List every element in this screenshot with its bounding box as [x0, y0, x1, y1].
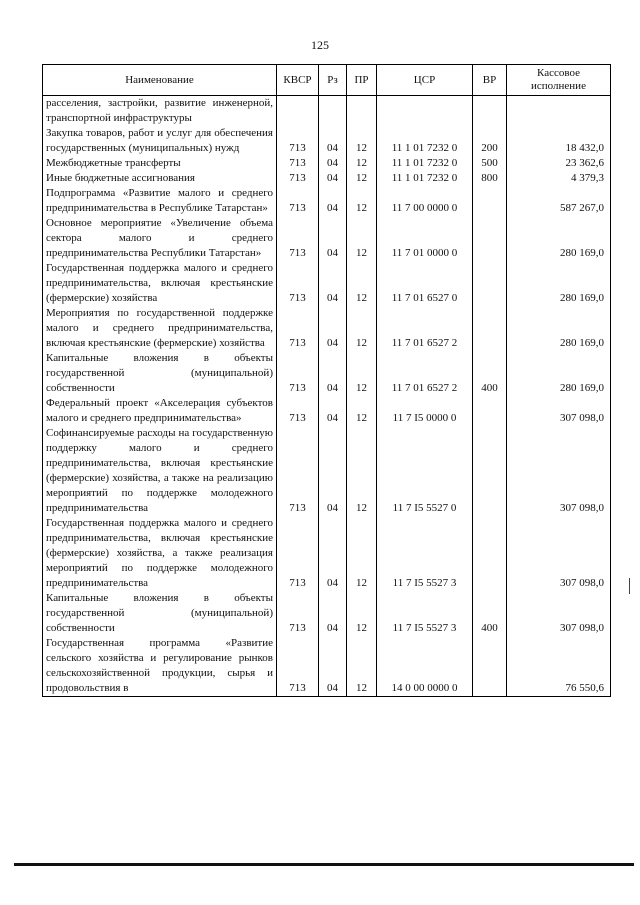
cell-pr: 12	[347, 591, 377, 636]
cell-name: Капитальные вложения в объекты государственной (муниципальной) собственности	[43, 591, 277, 636]
cell-csr: 14 0 00 0000 0	[377, 636, 473, 697]
cell-csr: 11 7 I5 5527 3	[377, 516, 473, 591]
table-row	[43, 636, 611, 697]
cell-pr: 12	[347, 636, 377, 697]
cell-rz: 04	[319, 126, 347, 156]
cell-vr	[473, 306, 507, 351]
table-row	[43, 186, 611, 216]
cell-rz: 04	[319, 396, 347, 426]
cell-kvsr: 713	[277, 516, 319, 591]
cell-kvsr: 713	[277, 351, 319, 396]
cell-rz	[319, 96, 347, 127]
cell-pr: 12	[347, 261, 377, 306]
table-row	[43, 156, 611, 171]
cell-csr: 11 7 I5 5527 3	[377, 591, 473, 636]
cell-amount: 307 098,0	[507, 396, 611, 426]
cell-kvsr: 713	[277, 126, 319, 156]
cell-rz: 04	[319, 516, 347, 591]
cell-pr: 12	[347, 516, 377, 591]
cell-name: Межбюджетные трансферты	[43, 156, 277, 171]
cell-name: Подпрограмма «Развитие малого и среднего предпринимательства в Республике Татарстан»	[43, 186, 277, 216]
cell-kvsr: 713	[277, 186, 319, 216]
cell-pr: 12	[347, 351, 377, 396]
cell-rz: 04	[319, 156, 347, 171]
cell-csr: 11 1 01 7232 0	[377, 126, 473, 156]
cell-name: Государственная программа «Развитие сельского хозяйства и регулирование рынков сельскохозяйственной продукции, сырья и продовольствия в	[43, 636, 277, 697]
table-row	[43, 426, 611, 516]
table-row	[43, 171, 611, 186]
cell-amount: 18 432,0	[507, 126, 611, 156]
header-amount: Кассовое исполнение	[507, 65, 611, 96]
cell-pr: 12	[347, 396, 377, 426]
cell-amount: 23 362,6	[507, 156, 611, 171]
cell-vr	[473, 96, 507, 127]
cell-amount: 280 169,0	[507, 216, 611, 261]
cell-vr	[473, 636, 507, 697]
cell-kvsr: 713	[277, 636, 319, 697]
cell-name: Софинансируемые расходы на государственную поддержку малого и среднего предпринимательства, включая крестьянские (фермерские) хозяйства, а также на реализацию мероприятий по поддержке молодежного предпринимательства	[43, 426, 277, 516]
cell-amount: 76 550,6	[507, 636, 611, 697]
cell-vr: 400	[473, 591, 507, 636]
cell-csr: 11 7 00 0000 0	[377, 186, 473, 216]
cell-rz: 04	[319, 171, 347, 186]
cell-csr: 11 7 01 6527 0	[377, 261, 473, 306]
cell-rz: 04	[319, 591, 347, 636]
cell-kvsr: 713	[277, 216, 319, 261]
cell-rz: 04	[319, 636, 347, 697]
cell-name: расселения, застройки, развитие инженерной, транспортной инфраструктуры	[43, 96, 277, 127]
cell-name: Государственная поддержка малого и среднего предпринимательства, включая крестьянские (фермерские) хозяйства, а также реализация мероприятий по поддержке молодежного предпринимательства	[43, 516, 277, 591]
cell-kvsr: 713	[277, 156, 319, 171]
cell-vr	[473, 426, 507, 516]
cell-amount: 280 169,0	[507, 306, 611, 351]
cell-kvsr	[277, 96, 319, 127]
cell-kvsr: 713	[277, 261, 319, 306]
cell-kvsr: 713	[277, 591, 319, 636]
cell-pr: 12	[347, 171, 377, 186]
header-csr: ЦСР	[377, 65, 473, 96]
cell-vr	[473, 396, 507, 426]
cell-amount	[507, 96, 611, 127]
cell-amount: 280 169,0	[507, 351, 611, 396]
cell-name: Федеральный проект «Акселерация субъектов малого и среднего предпринимательства»	[43, 396, 277, 426]
cell-csr: 11 1 01 7232 0	[377, 171, 473, 186]
table-row	[43, 126, 611, 156]
cell-pr: 12	[347, 186, 377, 216]
cell-kvsr: 713	[277, 306, 319, 351]
cell-amount: 587 267,0	[507, 186, 611, 216]
cell-pr	[347, 96, 377, 127]
cell-vr: 200	[473, 126, 507, 156]
table-header-row	[43, 65, 611, 96]
cell-rz: 04	[319, 261, 347, 306]
cell-pr: 12	[347, 306, 377, 351]
header-pr: ПР	[347, 65, 377, 96]
cell-amount: 280 169,0	[507, 261, 611, 306]
cell-rz: 04	[319, 351, 347, 396]
table-row	[43, 261, 611, 306]
cell-rz: 04	[319, 306, 347, 351]
table-row	[43, 306, 611, 351]
cell-name: Государственная поддержка малого и среднего предпринимательства, включая крестьянские (фермерские) хозяйства	[43, 261, 277, 306]
cell-amount: 307 098,0	[507, 426, 611, 516]
cell-vr: 500	[473, 156, 507, 171]
table-row	[43, 396, 611, 426]
table-row	[43, 591, 611, 636]
cell-pr: 12	[347, 156, 377, 171]
cell-name: Иные бюджетные ассигнования	[43, 171, 277, 186]
cell-kvsr: 713	[277, 396, 319, 426]
cell-amount: 4 379,3	[507, 171, 611, 186]
cell-kvsr: 713	[277, 171, 319, 186]
table-row	[43, 216, 611, 261]
header-rz: Рз	[319, 65, 347, 96]
table-row	[43, 96, 611, 127]
cell-csr: 11 7 01 6527 2	[377, 306, 473, 351]
header-name: Наименование	[43, 65, 277, 96]
cell-csr	[377, 96, 473, 127]
cell-csr: 11 1 01 7232 0	[377, 156, 473, 171]
header-vr: ВР	[473, 65, 507, 96]
cell-pr: 12	[347, 216, 377, 261]
cell-pr: 12	[347, 426, 377, 516]
cell-csr: 11 7 I5 0000 0	[377, 396, 473, 426]
cell-vr: 400	[473, 351, 507, 396]
bottom-rule	[14, 863, 634, 866]
cell-name: Капитальные вложения в объекты государственной (муниципальной) собственности	[43, 351, 277, 396]
cell-name: Закупка товаров, работ и услуг для обеспечения государственных (муниципальных) нужд	[43, 126, 277, 156]
cell-kvsr: 713	[277, 426, 319, 516]
cell-vr: 800	[473, 171, 507, 186]
cell-csr: 11 7 01 6527 2	[377, 351, 473, 396]
margin-mark	[629, 578, 630, 594]
cell-rz: 04	[319, 216, 347, 261]
cell-pr: 12	[347, 126, 377, 156]
cell-rz: 04	[319, 186, 347, 216]
cell-vr	[473, 186, 507, 216]
table-row	[43, 516, 611, 591]
cell-vr	[473, 516, 507, 591]
header-kvsr: КВСР	[277, 65, 319, 96]
cell-amount: 307 098,0	[507, 591, 611, 636]
cell-vr	[473, 216, 507, 261]
cell-vr	[473, 261, 507, 306]
cell-amount: 307 098,0	[507, 516, 611, 591]
page-number: 125	[311, 38, 329, 52]
cell-name: Основное мероприятие «Увеличение объема сектора малого и среднего предпринимательства Республики Татарстан»	[43, 216, 277, 261]
cell-csr: 11 7 I5 5527 0	[377, 426, 473, 516]
cell-rz: 04	[319, 426, 347, 516]
budget-execution-table	[42, 64, 611, 697]
table-row	[43, 351, 611, 396]
cell-name: Мероприятия по государственной поддержке малого и среднего предпринимательства, включая крестьянские (фермерские) хозяйства	[43, 306, 277, 351]
cell-csr: 11 7 01 0000 0	[377, 216, 473, 261]
